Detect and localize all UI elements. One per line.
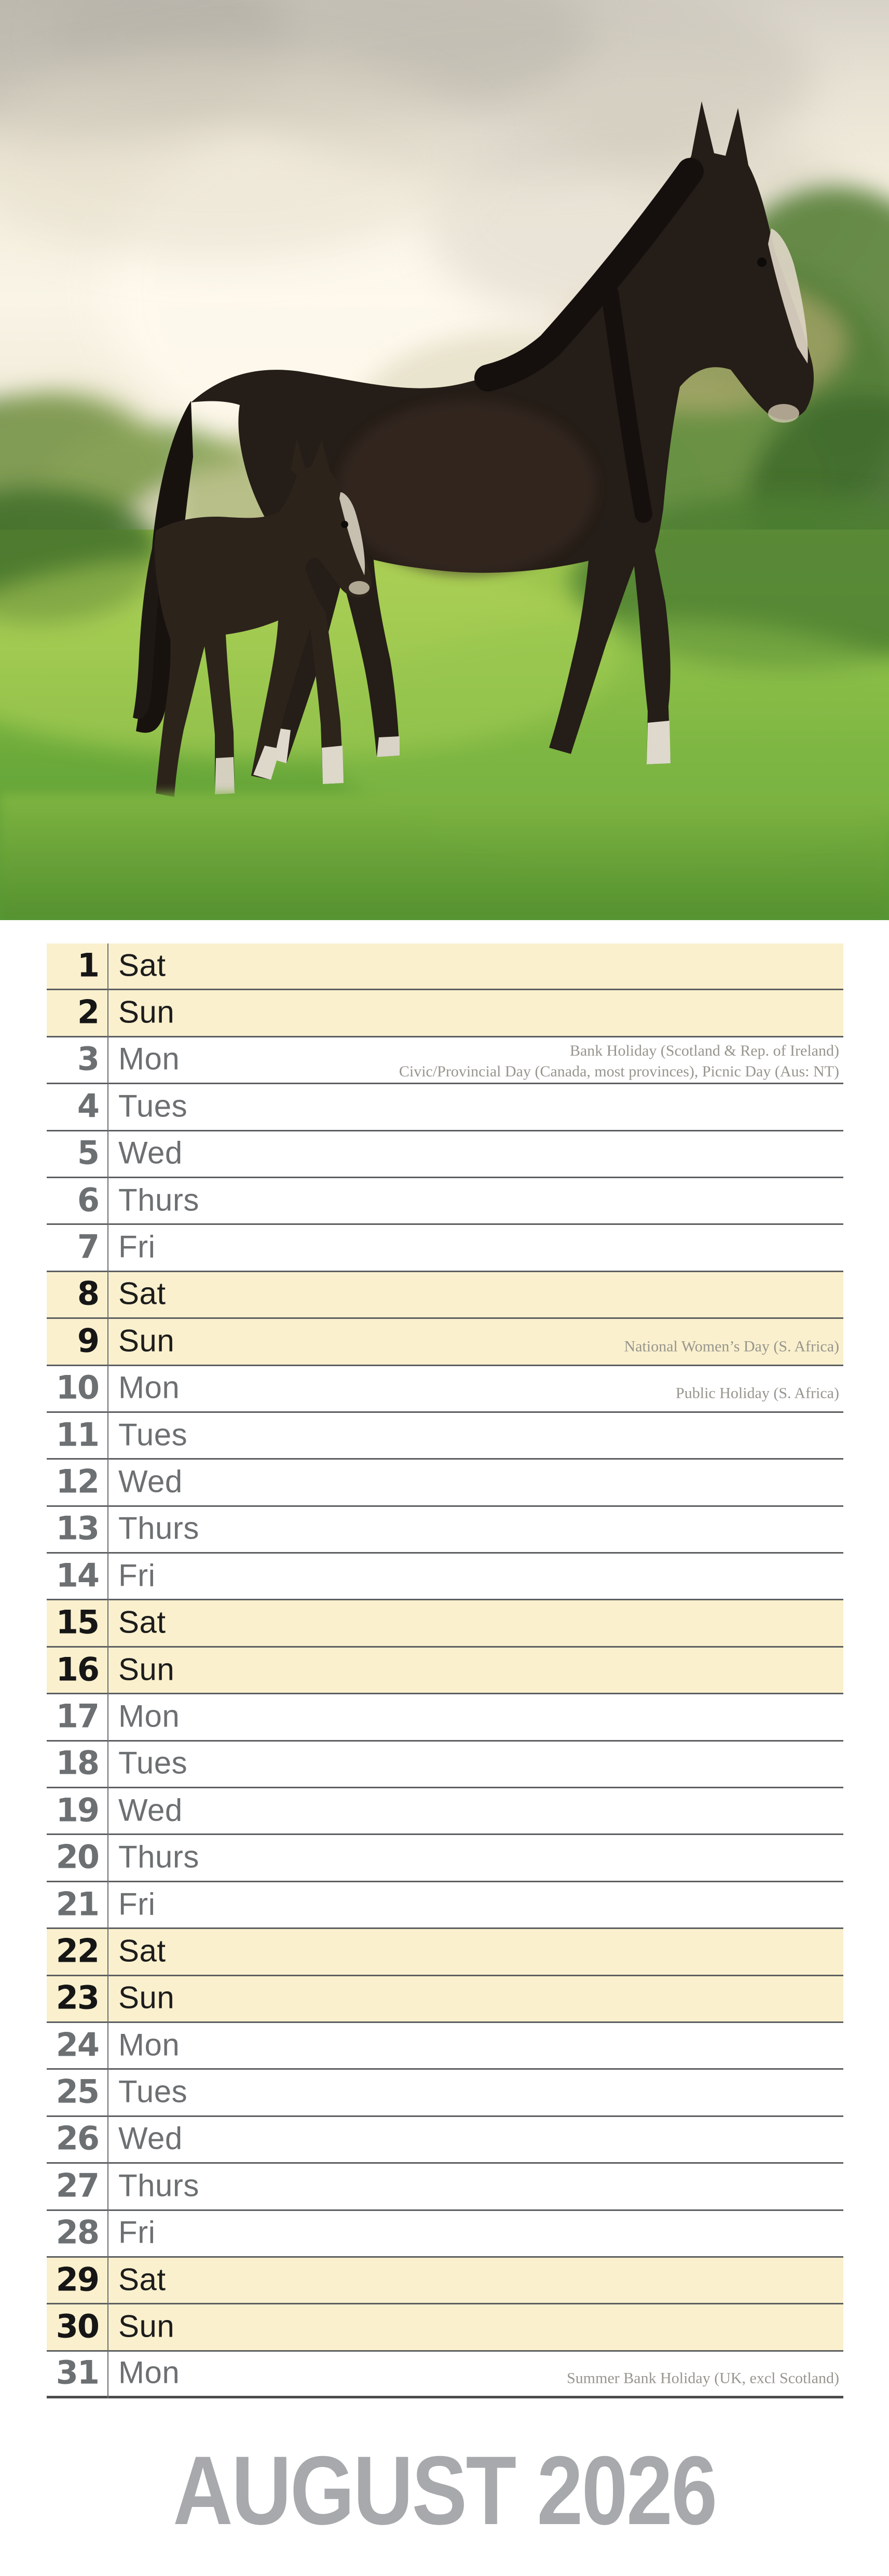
calendar-row bbox=[47, 1600, 843, 1647]
day-number: 18 bbox=[56, 1744, 99, 1782]
day-number: 20 bbox=[56, 1838, 99, 1876]
holiday-note: Bank Holiday (Scotland & Rep. of Ireland) bbox=[569, 1042, 839, 1060]
day-number: 10 bbox=[56, 1368, 99, 1407]
day-number: 5 bbox=[77, 1134, 99, 1172]
day-name: Mon bbox=[118, 2027, 180, 2062]
day-name: Sat bbox=[118, 948, 166, 983]
holiday-notes bbox=[265, 1336, 839, 1357]
calendar-row bbox=[47, 943, 843, 990]
day-number: 27 bbox=[56, 2166, 99, 2205]
calendar-row bbox=[47, 1225, 843, 1272]
day-name: Mon bbox=[118, 1370, 180, 1405]
day-name: Thurs bbox=[118, 2168, 199, 2203]
day-name: Sun bbox=[118, 1980, 175, 2015]
mare-eye bbox=[757, 258, 767, 267]
day-number: 15 bbox=[56, 1603, 99, 1641]
calendar-row bbox=[47, 1319, 843, 1366]
day-number: 24 bbox=[56, 2025, 99, 2064]
mare-muzzle-patch bbox=[768, 404, 799, 423]
mare-sock-front bbox=[647, 721, 671, 764]
calendar-row bbox=[47, 2304, 843, 2351]
calendar-row bbox=[47, 2164, 843, 2210]
day-number: 1 bbox=[77, 946, 99, 984]
day-name: Sat bbox=[118, 2262, 166, 2297]
calendar-row bbox=[47, 2117, 843, 2164]
day-number: 29 bbox=[56, 2260, 99, 2298]
calendar-photo bbox=[0, 0, 889, 920]
calendar-row bbox=[47, 1835, 843, 1882]
day-number: 9 bbox=[77, 1321, 99, 1360]
day-number: 23 bbox=[56, 1978, 99, 2017]
calendar-row bbox=[47, 1648, 843, 1694]
foreground-grass bbox=[0, 793, 889, 920]
day-number: 3 bbox=[77, 1040, 99, 1078]
day-name: Wed bbox=[118, 1792, 183, 1828]
calendar-row bbox=[47, 1554, 843, 1600]
foal-muzzle-patch bbox=[349, 581, 370, 595]
holiday-note: Civic/Provincial Day (Canada, most provinces), Picnic Day (Aus: NT) bbox=[399, 1063, 839, 1081]
holiday-note: National Women’s Day (S. Africa) bbox=[624, 1338, 839, 1355]
holiday-notes bbox=[265, 1383, 839, 1404]
calendar-row bbox=[47, 1178, 843, 1225]
day-number: 4 bbox=[77, 1087, 99, 1125]
day-name: Tues bbox=[118, 1745, 188, 1781]
calendar-row bbox=[47, 1084, 843, 1131]
day-name: Sun bbox=[118, 2309, 175, 2344]
foal-sock-hind bbox=[215, 757, 235, 794]
day-number: 21 bbox=[56, 1884, 99, 1923]
day-name: Sun bbox=[118, 1651, 175, 1687]
day-number: 8 bbox=[77, 1274, 99, 1313]
day-name: Mon bbox=[118, 2355, 180, 2390]
day-number: 12 bbox=[56, 1462, 99, 1501]
calendar-row bbox=[47, 2023, 843, 2070]
calendar-row bbox=[47, 1742, 843, 1788]
mare-belly-sheen bbox=[337, 400, 597, 576]
calendar-row bbox=[47, 1366, 843, 1413]
day-name: Thurs bbox=[118, 1510, 199, 1546]
calendar-row bbox=[47, 1131, 843, 1178]
calendar-row bbox=[47, 1929, 843, 1976]
calendar-row bbox=[47, 2211, 843, 2258]
day-name: Sun bbox=[118, 994, 175, 1030]
day-number: 19 bbox=[56, 1791, 99, 1829]
day-name: Fri bbox=[118, 1886, 156, 1921]
day-name: Sat bbox=[118, 1604, 166, 1640]
calendar-row bbox=[47, 2352, 843, 2398]
day-name: Mon bbox=[118, 1698, 180, 1734]
day-name: Wed bbox=[118, 1464, 183, 1499]
calendar-row bbox=[47, 2070, 843, 2116]
day-number: 22 bbox=[56, 1932, 99, 1970]
day-name: Sat bbox=[118, 1276, 166, 1311]
day-name: Tues bbox=[118, 2074, 188, 2109]
day-name: Tues bbox=[118, 1417, 188, 1452]
day-name: Fri bbox=[118, 1558, 156, 1593]
calendar-row bbox=[47, 1694, 843, 1741]
foal-sock-front1 bbox=[322, 746, 344, 784]
day-name: Sat bbox=[118, 1933, 166, 1968]
day-number: 28 bbox=[56, 2213, 99, 2251]
calendar-row bbox=[47, 2258, 843, 2304]
day-number: 30 bbox=[56, 2307, 99, 2345]
day-name: Tues bbox=[118, 1088, 188, 1124]
day-number: 26 bbox=[56, 2119, 99, 2157]
day-number: 6 bbox=[77, 1180, 99, 1219]
holiday-notes bbox=[265, 1041, 839, 1083]
day-number: 25 bbox=[56, 2072, 99, 2111]
foal-eye bbox=[341, 521, 348, 528]
holiday-note: Summer Bank Holiday (UK, excl Scotland) bbox=[567, 2370, 839, 2388]
day-name: Thurs bbox=[118, 1839, 199, 1874]
day-number: 2 bbox=[77, 993, 99, 1031]
day-name: Thurs bbox=[118, 1182, 199, 1218]
day-number: 16 bbox=[56, 1650, 99, 1688]
calendar-row bbox=[47, 1507, 843, 1554]
month-title: AUGUST 2026 bbox=[173, 2436, 716, 2545]
day-number: 17 bbox=[56, 1697, 99, 1735]
day-name: Sun bbox=[118, 1323, 175, 1358]
day-number: 31 bbox=[56, 2353, 99, 2392]
meadow-scene bbox=[0, 0, 889, 920]
day-name: Wed bbox=[118, 1135, 183, 1170]
day-name: Mon bbox=[118, 1041, 180, 1076]
holiday-notes bbox=[265, 2368, 839, 2389]
calendar-row bbox=[47, 1788, 843, 1835]
calendar-row bbox=[47, 1037, 843, 1084]
calendar-row bbox=[47, 990, 843, 1037]
day-name: Fri bbox=[118, 1229, 156, 1264]
calendar-row bbox=[47, 1882, 843, 1929]
calendar-row bbox=[47, 1272, 843, 1319]
day-number: 7 bbox=[77, 1228, 99, 1266]
mare-sock-hind2 bbox=[377, 736, 400, 757]
day-number: 11 bbox=[56, 1415, 99, 1453]
day-number: 14 bbox=[56, 1556, 99, 1595]
calendar-row bbox=[47, 1413, 843, 1460]
calendar-row bbox=[47, 1460, 843, 1506]
day-name: Fri bbox=[118, 2215, 156, 2250]
day-name: Wed bbox=[118, 2121, 183, 2156]
calendar-grid bbox=[47, 943, 843, 2398]
holiday-note: Public Holiday (S. Africa) bbox=[676, 1384, 839, 1402]
calendar-row bbox=[47, 1976, 843, 2023]
day-number: 13 bbox=[56, 1509, 99, 1547]
